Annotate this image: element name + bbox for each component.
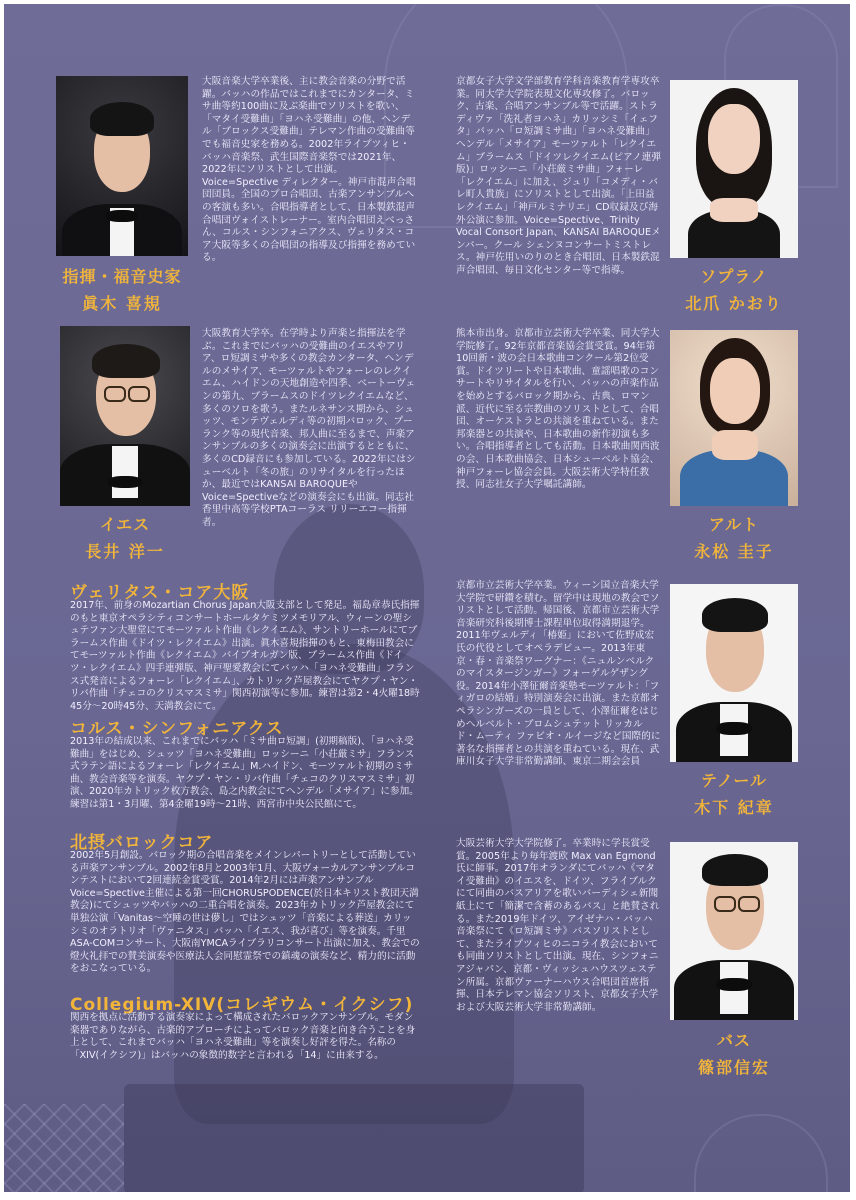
portrait-photo-bass (670, 842, 798, 1020)
caption-alto (654, 512, 814, 562)
background-arch (694, 1114, 828, 1192)
bio-text: 京都市立芸術大学卒業。ウィーン国立音楽大学大学院で研鑽を積む。留学中は現地の教会でソリストとして活動。帰国後、京都市立芸術大学音楽研究科後期博士課程単位取得満期退学。2011年ヴェルディ「椿姫」において佐野成宏氏の代役としてオペラデビュー。2013年東京・春・音楽祭ワーグナー：《ニュルンベルクのマイスタージンガー》フォーゲルゲザング役。2014年小澤征爾音楽塾モーツァルト：「フィガロの結婚」特別演奏会に出演。また京都オペラシンガーズの一員として、小澤征爾をはじめヘルベルト・ブロムシュテット リッカルド・ムーティ ファビオ・ルイージなど国際的に著名な指揮者との共演を重ねている。現在、武庫川女子大学非常勤講師、東京二期会会員 (456, 580, 661, 768)
performer-role: イエス (99, 515, 151, 534)
caption-bass (654, 1028, 814, 1078)
performer-role: テノール (700, 771, 768, 790)
caption-conductor (34, 264, 210, 314)
group-text-collegium: 関西を拠点に活動する演奏家によって構成されたバロックアンサンブル。モダン楽器でありながら、古楽的アプローチによってバロック音楽と向き合うことを身上として、これまでバッハ「ヨハネ受難曲」等を演奏し好評を得た。名称の「XIV(イクシフ)」はバッハの象徴的数字と言われる「14」に由来する。 (70, 1012, 416, 1061)
bio-text: 大阪音楽大学卒業後、主に教会音楽の分野で活躍。バッハの作品ではこれまでにカンタータ、ミサ曲等約100曲に及ぶ楽曲でソリストを歌い、「マタイ受難曲」「ヨハネ受難曲」の他、ヘンデル「ブロックス受難曲」テレマン作曲の受難曲等でも福音史家を務める。2002年ライプツィヒ・バッハ音楽祭、武生国際音楽祭では2021年、2022年にソリストとして出演。Voice=Spective ディレクター。神戸市混声合唱団団員。全国のプロ合唱団、古楽アンサンブルへの客演も多い。合唱指導者として、日本製鉄混声合唱団ヴォイストレーナー。室内合唱団えべっさん、コルス・シンフォニアクス、ヴェリタス・コア大阪等多くの合唱団の指導及び指揮を務めている。 (202, 76, 416, 264)
caption-soprano (654, 264, 814, 314)
performer-name: 永松 圭子 (694, 542, 774, 561)
statue-pedestal (124, 1084, 584, 1192)
caption-tenor (654, 768, 814, 818)
bio-text: 大阪芸術大学大学院修了。卒業時に学長賞受賞。2005年より毎年渡欧 Max van Egmond 氏に師事。2017年オランダにてバッハ《マタイ受難曲》のイエスを、ドイツ、フライブルクにて同曲のバスアリアを歌いバーディシェ新聞紙上にて「簡潔で含蓄のあるバス」と絶賛される。また2019年ドイツ、アイゼナハ・バッハ音楽祭にて《ロ短調ミサ》バスソリストとして、またライプツィヒのニコライ教会においても同曲ソリストとして出演。現在、シンフォニアジャパン、京都・ヴィッシュハウスツェステン所属。京都ヴァーナーハウス合唱団首席指揮、日本テレマン協会ソリスト、京都女子大学および大阪芸術大学非常勤講師。 (456, 838, 660, 1013)
group-title-veritas: ヴェリタス・コア大阪 (70, 583, 250, 603)
group-text-chorus-symphoniacus: 2013年の結成以来、これまでにバッハ「ミサ曲ロ短調」(初期稿版)、「ヨハネ受難曲」をはじめ、シュッツ「ヨハネ受難曲」ロッシーニ「小荘厳ミサ」フランス式ラテン語によるフォーレ「レクイエム」M.ハイドン、モーツァルト初期のミサ曲、教会音楽等を演奏。ヤクプ・ヤン・リバ作曲「チェコのクリスマスミサ」初演、2020年カトリック枚方教会、島之内教会にてヘンデル「メサイア」に参加。練習は第1・3月曜、第4金曜19時〜21時、西宮市中央公民館にて。 (70, 736, 419, 810)
bio-text: 京都女子大学文学部教育学科音楽教育学専攻卒業。同大学大学院表現文化専攻修了。バロック、古楽、合唱アンサンブル等で活躍。ストラディヴァ「洗礼者ヨハネ」カリッシミ「イェフタ」バッハ「ロ短調ミサ曲」「ヨハネ受難曲」ヘンデル「メサイア」モーツァルト「レクイエム」ブラームス「ドイツレクイエム(ピアノ連弾版)」ロッシーニ「小荘厳ミサ曲」フォーレ「レクイエム」に加え、ジュリ「コメディ・バレ町人貴族」にソリストとして出演。「上田益レクイエム」「神戸ルミナリエ」CD収録及び海外公演に参加。Voice=Spective、Trinity Vocal Consort Japan、KANSAI BAROQUEメンバー。クール シェンヌコンサートミストレス。神戸佐用いのりのとき合唱団、日本製鉄混声合唱団、毎日文化センター等で指導。 (456, 76, 662, 276)
performer-name: 篠部信宏 (697, 1058, 770, 1077)
performer-role: バス (716, 1031, 751, 1050)
bio-conductor (202, 76, 416, 265)
group-title-collegium: Collegium-XIV(コレギウム・イクシフ) (70, 995, 414, 1015)
performer-name: 木下 紀章 (694, 798, 774, 817)
group-text-hokusetsu-baroque: 2002年5月創設。バロック期の合唱音楽をメインレパートリーとして活動している声楽アンサンブル。2002年8月と2003年1月、大阪ヴォーカルアンサンブルコンテストにおいて2回連続金賞受賞。2014年2月には声楽アンサンブルVoice=Spective主催による第一回CHORUSPODENCE(於日本キリスト教団天満教会)にてシュッツやバッハの二重合唱を演奏。2023年カトリック芦屋教会にて単独公演「Vanitas〜空睡の世は儚し」ではシュッツ「音楽による葬送」カリッシミのオラトリオ「ヴァニタス」バッハ「イエス、我が喜び」等を演奏。千里ASA-COMコンサート、大阪南YMCAライブラリコンサート出演に加え、教会での燈火礼拝での賛美演奏や医療法人会同慰霊祭での鎮魂の演奏など、精力的に活動をおこなっている。 (70, 850, 420, 975)
performer-role: ソプラノ (700, 267, 768, 286)
portrait-photo-tenor (670, 584, 798, 762)
caption-jesus (40, 512, 210, 562)
flyer-page (4, 4, 850, 1192)
bio-tenor (456, 580, 662, 769)
group-title-chorus-symphoniacus: コルス・シンフォニアクス (70, 719, 284, 739)
performer-role: 指揮・福音史家 (62, 267, 182, 286)
portrait-photo-soprano (670, 80, 798, 258)
portrait-photo-conductor (56, 76, 188, 256)
background-lattice (4, 1104, 124, 1192)
bio-text: 大阪教育大学卒。在学時より声楽と指揮法を学ぶ。これまでにバッハの受難曲のイエスやアリア、ロ短調ミサや多くの教会カンタータ、ヘンデルのメサイア、モーツァルトやフォーレのレクイエム、ハイドンの天地創造や四季、ベートーヴェンの第九、ブラームスのドイツレクイエムなど、多くのソロを歌う。またルネサンス期から、シュッツ、モンテヴェルディ等の初期バロック、プーランク等の現代音楽、邦人曲に至るまで、声楽アンサンブルの多くの演奏会に出演するとともに、多くのCD録音にも参加している。2022年にはシューベルト「冬の旅」のリサイタルを行ったほか、最近ではKANSAI BAROQUEやVoice=Spectiveなどの演奏会にも出演。同志社香里中高等学校PTAコーラス リリーエコー指揮者。 (202, 328, 416, 528)
bio-jesus (202, 328, 416, 530)
group-text-veritas: 2017年、前身のMozartian Chorus Japan大阪支部として発足。福島章恭氏指揮のもと東京オペラシティコンサートホールタケミツメモリアル、ウィーンの聖シュテファン大聖堂にてモーツァルト作曲《レクイエム》、サントリーホールにてブラームス作曲《ドイツ・レクイエム》出演。眞木喜規指揮のもと、東梅田教会にてモーツァルト作曲《レクイエム》バイブオルガン版、ブラームス作曲《ドイツ・レクイエム》四手連弾版、神戸聖愛教会にてバッハ「ヨハネ受難曲」フランス式発音によるフォーレ「レクイエム」、カトリック芦屋教会にてヤクプ・ヤン・リバ作曲「チェコのクリスマスミサ」関西初演等に参加。練習は第2・4火曜18時45分〜20時45分、天満教会にて。 (70, 600, 420, 712)
bio-soprano (456, 76, 662, 278)
portrait-photo-alto (670, 330, 798, 506)
bio-alto (456, 328, 662, 492)
performer-name: 眞木 喜規 (82, 294, 162, 313)
group-title-hokusetsu-baroque: 北摂バロックコア (70, 833, 214, 853)
portrait-photo-jesus (60, 326, 190, 506)
bio-text: 熊本市出身。京都市立芸術大学卒業、同大学大学院修了。92年京都音楽協会賞受賞。94年第10回新・波の会日本歌曲コンクール第2位受賞。ドイツリートや日本歌曲、童謡唱歌のコンサートやリサイタルを行い、バッハの声楽作品を始めとするバロック期から、古典、ロマン派、近代に至る宗教曲のソリストとして、合唱団、オーケストラとの共演を重ねている。また邦楽器との共演や、日本歌曲の新作初演も多い。合唱指導者としても活動。日本歌曲関西波の会、日本歌曲協会、日本シューベルト協会、神戸フォーレ協会会員。大阪芸術大学特任教授、同志社女子大学嘱託講師。 (456, 328, 660, 491)
performer-name: 長井 洋一 (85, 542, 165, 561)
bio-bass (456, 838, 662, 1014)
performer-name: 北爪 かおり (685, 294, 783, 313)
performer-role: アルト (708, 515, 760, 534)
